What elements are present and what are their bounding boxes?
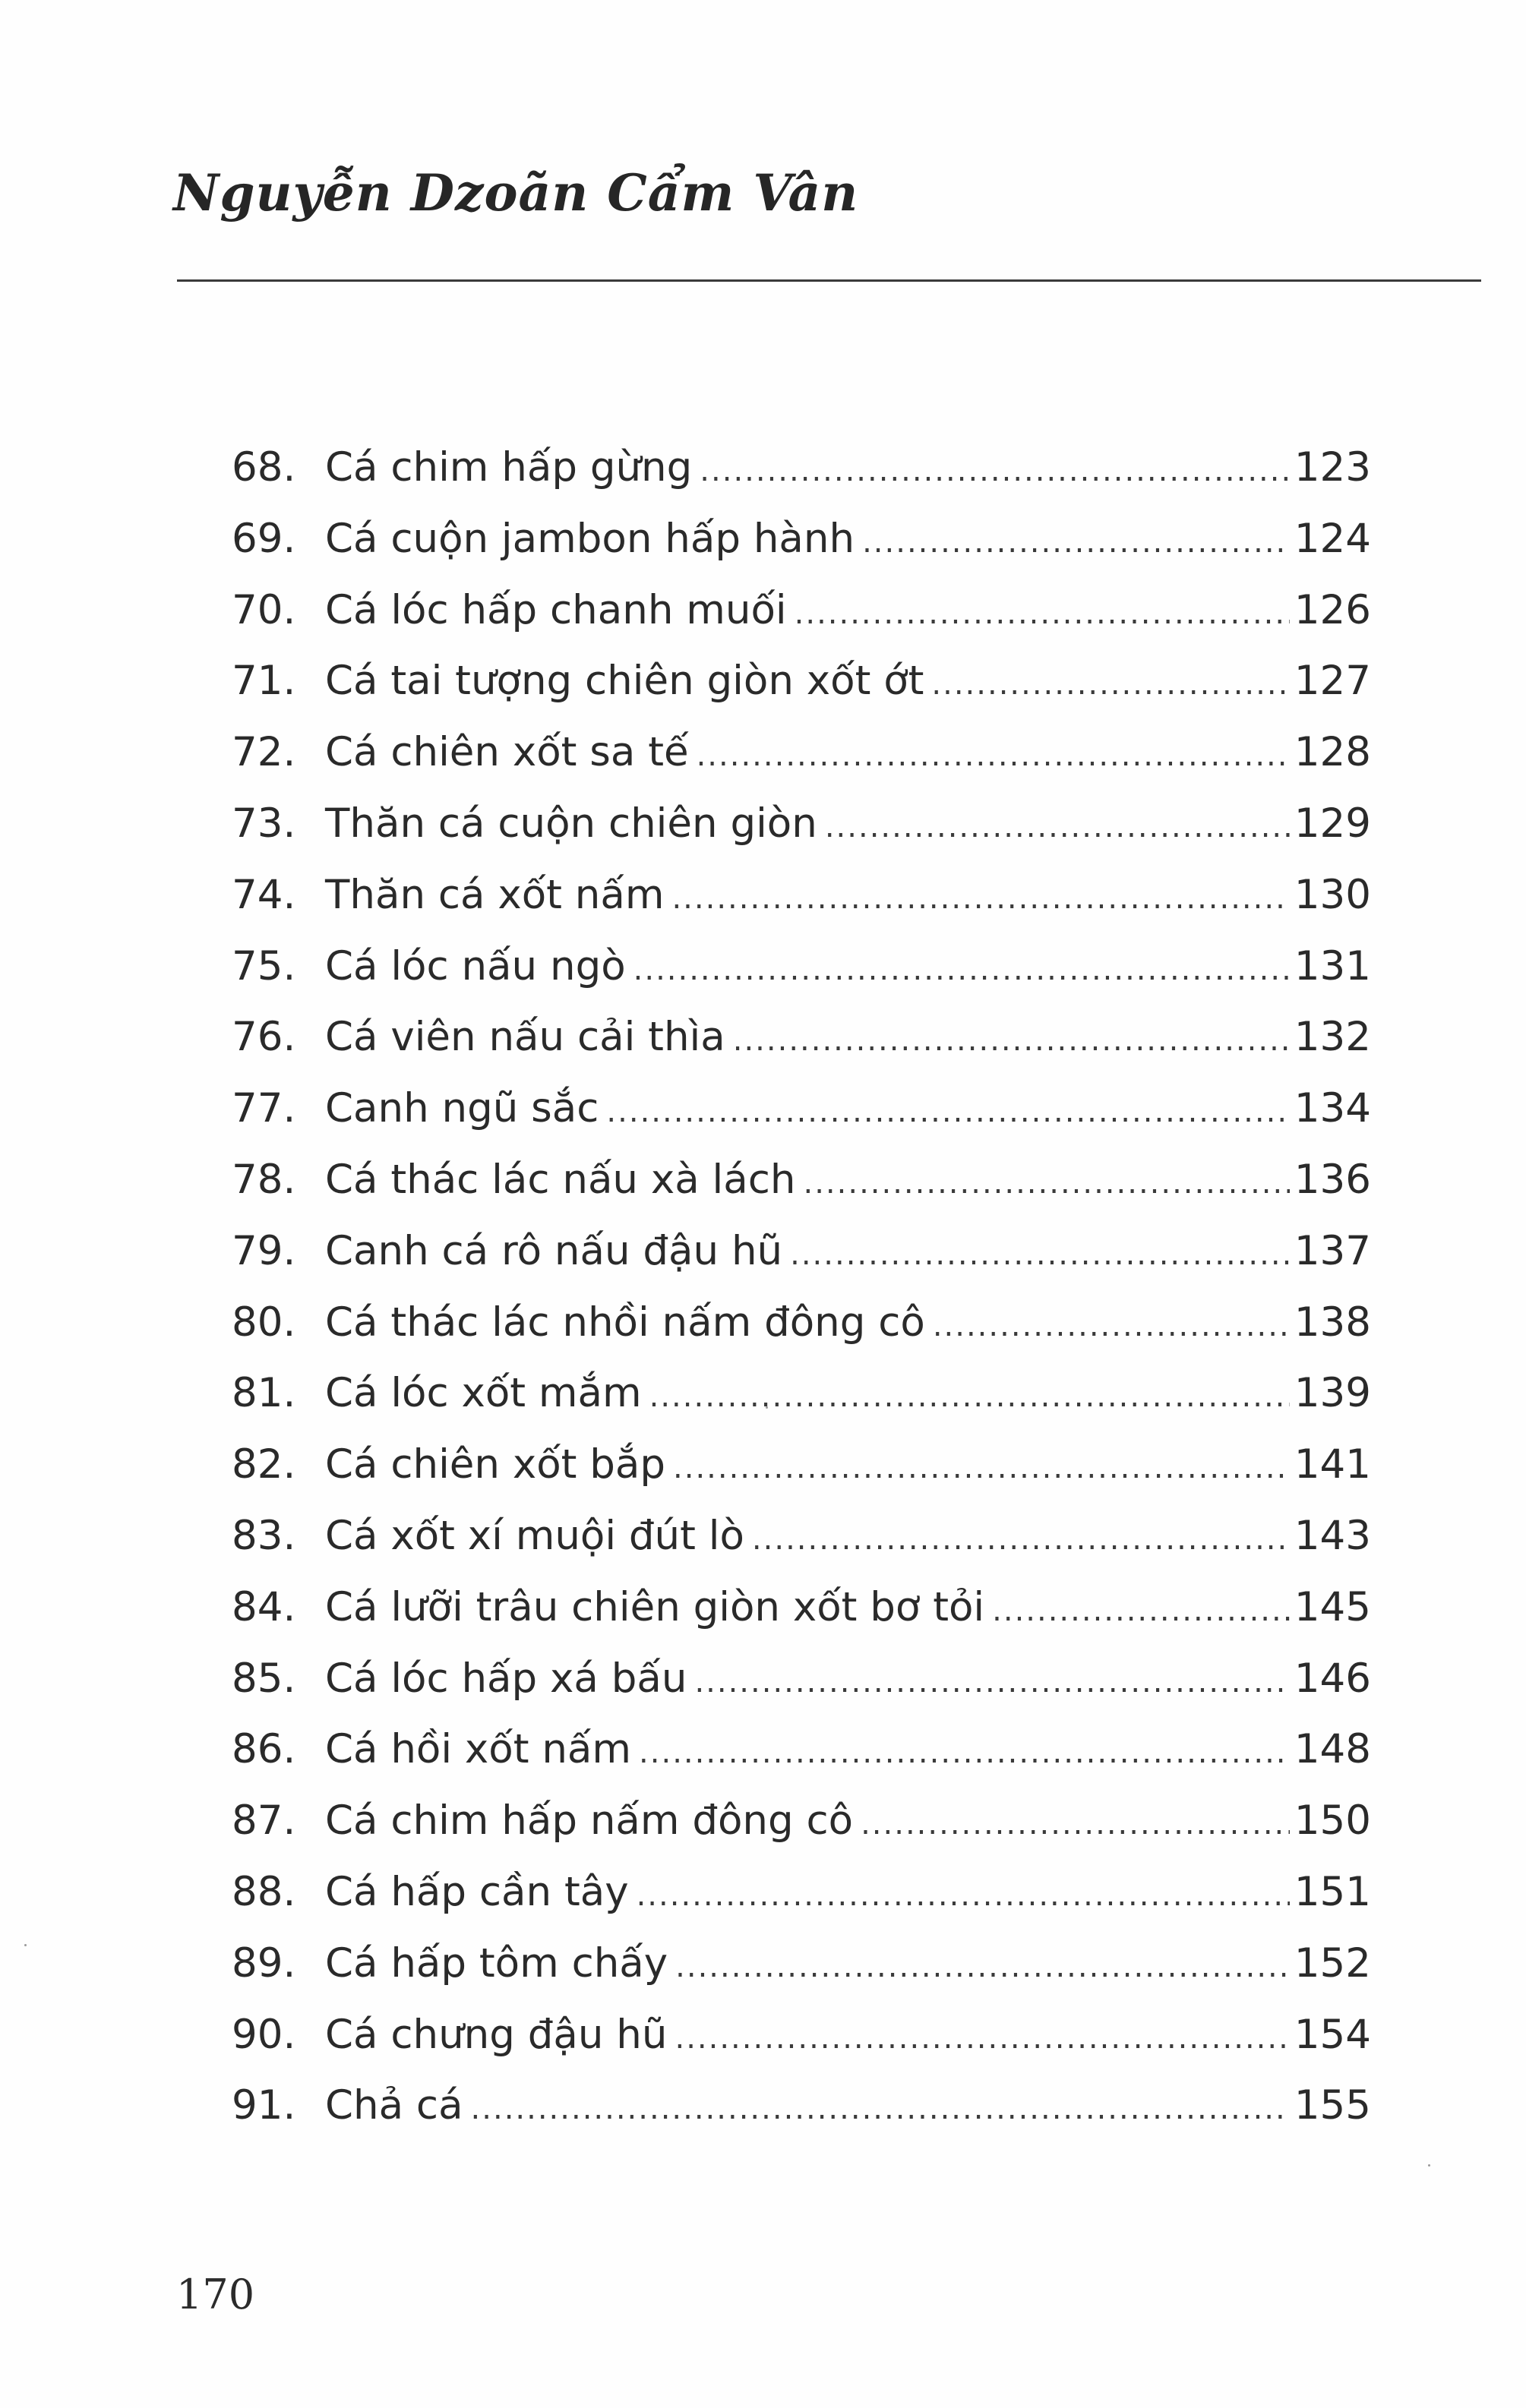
toc-entry-page: 145 bbox=[1294, 1583, 1371, 1630]
toc-entry-page: 123 bbox=[1294, 444, 1371, 491]
toc-entry bbox=[232, 516, 1371, 587]
toc-entry bbox=[232, 587, 1371, 658]
toc-entry-title: Cá lóc hấp xá bấu bbox=[325, 1655, 687, 1702]
toc-entry-title: Cá tai tượng chiên giòn xốt ớt bbox=[325, 658, 924, 705]
toc-entry-number: 81. bbox=[232, 1370, 296, 1417]
dot-leader bbox=[694, 1665, 1289, 1699]
toc-entry bbox=[232, 800, 1371, 872]
toc-entry-number: 72. bbox=[232, 729, 296, 776]
dot-leader bbox=[795, 596, 1290, 631]
toc-entry bbox=[232, 2012, 1371, 2083]
toc-entry-page: 155 bbox=[1294, 2082, 1371, 2129]
toc-entry-number: 68. bbox=[232, 444, 296, 491]
dot-leader bbox=[861, 1807, 1290, 1842]
toc-entry-page: 128 bbox=[1294, 729, 1371, 776]
paper-speck bbox=[766, 1406, 768, 1409]
toc-entry-title: Cá chim hấp gừng bbox=[325, 444, 693, 491]
toc-entry bbox=[232, 1584, 1371, 1655]
toc-entry bbox=[232, 2082, 1371, 2154]
toc-entry-page: 146 bbox=[1294, 1655, 1371, 1702]
toc-entry-page: 131 bbox=[1294, 942, 1371, 989]
toc-entry-number: 78. bbox=[232, 1156, 296, 1203]
toc-entry bbox=[232, 1869, 1371, 1940]
dot-leader bbox=[671, 881, 1289, 916]
toc-entry-page: 126 bbox=[1294, 586, 1371, 633]
toc-entry-title: Canh ngũ sắc bbox=[325, 1085, 599, 1132]
toc-entry-page: 127 bbox=[1294, 658, 1371, 705]
toc-entry-page: 124 bbox=[1294, 515, 1371, 562]
dot-leader bbox=[700, 453, 1290, 488]
toc-entry-number: 76. bbox=[232, 1014, 296, 1061]
toc-entry-number: 75. bbox=[232, 942, 296, 989]
toc-entry-page: 129 bbox=[1294, 800, 1371, 847]
dot-leader bbox=[804, 1166, 1290, 1201]
toc-entry bbox=[232, 1726, 1371, 1797]
toc-entry-title: Cá lóc nấu ngò bbox=[325, 942, 626, 989]
toc-entry-page: 151 bbox=[1294, 1868, 1371, 1915]
dot-leader bbox=[649, 1379, 1290, 1414]
dot-leader bbox=[752, 1522, 1290, 1557]
toc-entry-number: 91. bbox=[232, 2082, 296, 2129]
toc-entry-title: Cá lóc hấp chanh muối bbox=[325, 586, 787, 633]
dot-leader bbox=[825, 810, 1290, 844]
toc-entry-number: 73. bbox=[232, 800, 296, 847]
toc-entry-number: 84. bbox=[232, 1583, 296, 1630]
dot-leader bbox=[675, 1949, 1290, 1984]
toc-entry bbox=[232, 1085, 1371, 1157]
toc-entry-number: 90. bbox=[232, 2011, 296, 2058]
toc-entry-page: 137 bbox=[1294, 1227, 1371, 1274]
toc-entry bbox=[232, 1655, 1371, 1727]
toc-entry-title: Cá hấp cần tây bbox=[325, 1868, 629, 1915]
toc-entry-number: 88. bbox=[232, 1868, 296, 1915]
toc-entry-number: 69. bbox=[232, 515, 296, 562]
toc-entry bbox=[232, 1014, 1371, 1085]
toc-entry-title: Cá hồi xốt nấm bbox=[325, 1726, 632, 1773]
toc-entry-number: 71. bbox=[232, 658, 296, 705]
toc-entry-title: Cá chưng đậu hũ bbox=[325, 2011, 668, 2058]
toc-entry-title: Cá thác lác nhồi nấm đông cô bbox=[325, 1299, 925, 1346]
toc-entry-page: 132 bbox=[1294, 1014, 1371, 1061]
toc-entry bbox=[232, 1513, 1371, 1584]
toc-entry bbox=[232, 1441, 1371, 1513]
dot-leader bbox=[992, 1593, 1290, 1628]
toc-entry-number: 79. bbox=[232, 1227, 296, 1274]
header-rule bbox=[177, 279, 1481, 282]
toc-entry-title: Cá chim hấp nấm đông cô bbox=[325, 1797, 854, 1845]
toc-entry-title: Chả cá bbox=[325, 2082, 463, 2129]
dot-leader bbox=[733, 1023, 1290, 1058]
dot-leader bbox=[933, 1308, 1290, 1343]
toc-entry-title: Cá chiên xốt sa tế bbox=[325, 729, 689, 776]
toc-entry-number: 83. bbox=[232, 1512, 296, 1559]
paper-speck bbox=[24, 1944, 27, 1946]
toc-entry-page: 143 bbox=[1294, 1512, 1371, 1559]
toc-entry-number: 82. bbox=[232, 1441, 296, 1488]
paper-speck bbox=[1428, 2164, 1430, 2167]
dot-leader bbox=[639, 1735, 1290, 1770]
toc-entry-page: 148 bbox=[1294, 1726, 1371, 1773]
toc-entry-page: 154 bbox=[1294, 2011, 1371, 2058]
toc-entry-title: Cá cuộn jambon hấp hành bbox=[325, 515, 855, 562]
dot-leader bbox=[697, 738, 1290, 773]
toc-entry-page: 130 bbox=[1294, 871, 1371, 918]
toc-entry-page: 134 bbox=[1294, 1085, 1371, 1132]
toc-entry-number: 77. bbox=[232, 1085, 296, 1132]
toc-entry bbox=[232, 729, 1371, 800]
toc-entry-number: 89. bbox=[232, 1939, 296, 1987]
toc-entry-number: 85. bbox=[232, 1655, 296, 1702]
toc-entry-page: 138 bbox=[1294, 1299, 1371, 1346]
toc-entry-page: 139 bbox=[1294, 1370, 1371, 1417]
running-head-author: Nguyễn Dzoãn Cẩm Vân bbox=[173, 163, 859, 222]
toc-entry-number: 70. bbox=[232, 586, 296, 633]
toc-entry-page: 136 bbox=[1294, 1156, 1371, 1203]
page-number: 170 bbox=[176, 2271, 255, 2318]
toc-entry-number: 86. bbox=[232, 1726, 296, 1773]
toc-entry-title: Cá xốt xí muội đút lò bbox=[325, 1512, 744, 1559]
toc-entry bbox=[232, 658, 1371, 729]
dot-leader bbox=[471, 2091, 1290, 2126]
toc-entry-title: Cá viên nấu cải thìa bbox=[325, 1014, 725, 1061]
toc-entry bbox=[232, 1370, 1371, 1441]
toc-entry-title: Cá lóc xốt mắm bbox=[325, 1370, 642, 1417]
toc-entry-number: 74. bbox=[232, 871, 296, 918]
toc-entry bbox=[232, 1299, 1371, 1371]
toc-entry-page: 152 bbox=[1294, 1939, 1371, 1987]
toc-entry-number: 80. bbox=[232, 1299, 296, 1346]
toc-entry bbox=[232, 1940, 1371, 2012]
toc-entry-title: Thăn cá xốt nấm bbox=[325, 871, 665, 918]
toc-entry-title: Cá hấp tôm chấy bbox=[325, 1939, 668, 1987]
dot-leader bbox=[675, 2021, 1289, 2056]
toc-entry-title: Cá lưỡi trâu chiên giòn xốt bơ tỏi bbox=[325, 1583, 985, 1630]
toc-entry-title: Cá chiên xốt bắp bbox=[325, 1441, 666, 1488]
toc-entry-number: 87. bbox=[232, 1797, 296, 1845]
toc-entry-title: Canh cá rô nấu đậu hũ bbox=[325, 1227, 783, 1274]
toc-entry-page: 150 bbox=[1294, 1797, 1371, 1845]
dot-leader bbox=[637, 1878, 1290, 1913]
dot-leader bbox=[862, 525, 1290, 560]
table-of-contents bbox=[232, 444, 1371, 2154]
dot-leader bbox=[931, 667, 1289, 702]
toc-entry-title: Thăn cá cuộn chiên giòn bbox=[325, 800, 817, 847]
toc-entry bbox=[232, 1228, 1371, 1299]
toc-entry-title: Cá thác lác nấu xà lách bbox=[325, 1156, 796, 1203]
dot-leader bbox=[673, 1450, 1290, 1485]
dot-leader bbox=[633, 952, 1290, 987]
toc-entry bbox=[232, 1157, 1371, 1228]
dot-leader bbox=[606, 1094, 1289, 1129]
toc-entry bbox=[232, 1797, 1371, 1869]
toc-entry bbox=[232, 872, 1371, 943]
toc-entry bbox=[232, 943, 1371, 1015]
toc-entry-page: 141 bbox=[1294, 1441, 1371, 1488]
dot-leader bbox=[790, 1237, 1290, 1272]
toc-entry bbox=[232, 444, 1371, 516]
